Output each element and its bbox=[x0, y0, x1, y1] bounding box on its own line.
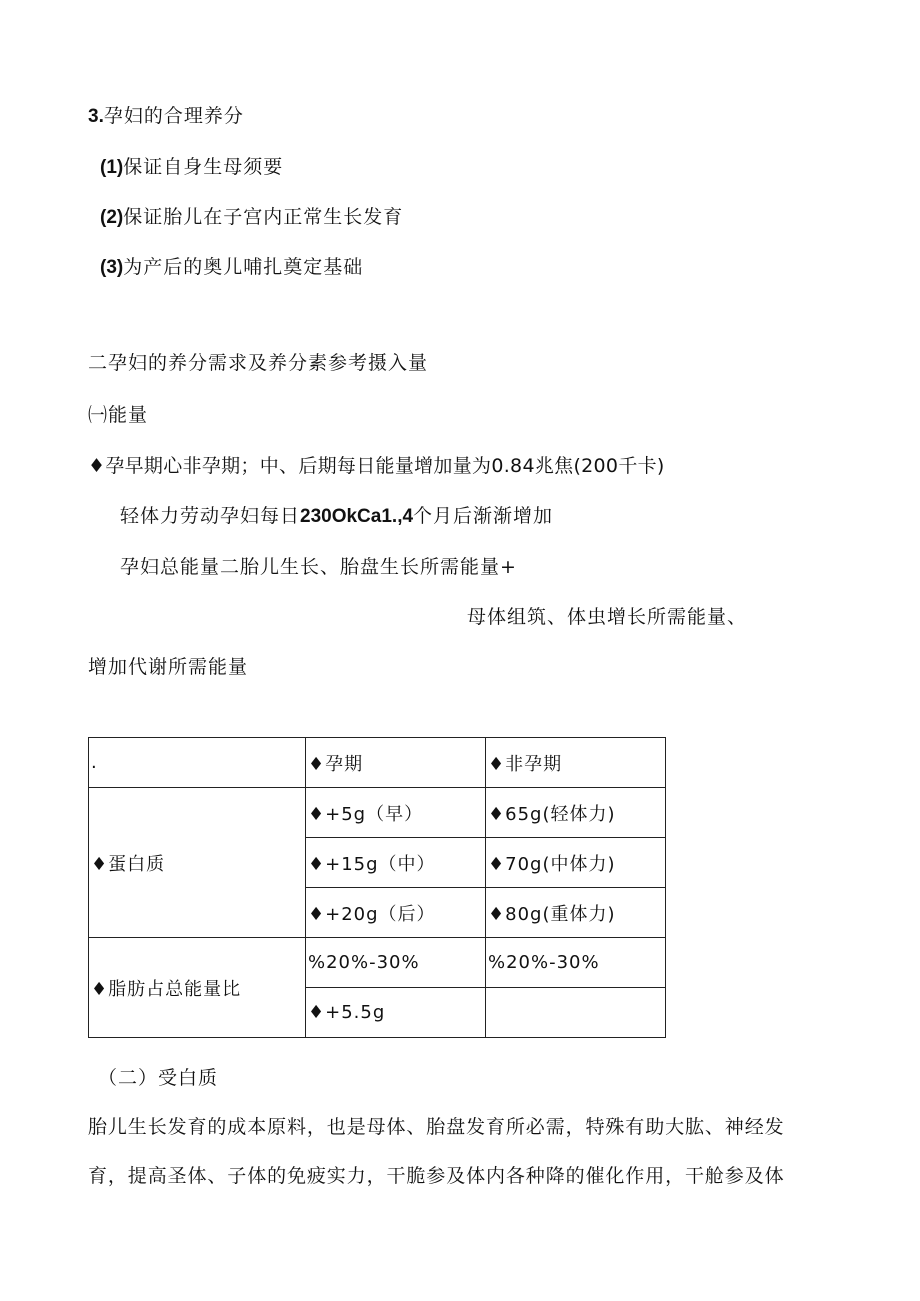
protein-section-title: （二）受白质 bbox=[98, 1067, 219, 1089]
table-header-row bbox=[89, 738, 666, 788]
nutrient-table bbox=[88, 737, 666, 1038]
light-labor-prefix: 轻体力劳动孕妇每日 bbox=[120, 505, 301, 527]
light-labor-line bbox=[120, 501, 553, 528]
section-3-number: 3. bbox=[88, 106, 104, 127]
mother-energy-line: 母体组筑、体虫增长所需能量、 bbox=[467, 606, 748, 628]
table-cell: %20%-30% bbox=[306, 938, 486, 988]
energy-subheading: ㈠能量 bbox=[88, 404, 149, 426]
table-cell: %20%-30% bbox=[486, 938, 666, 988]
list-item-number: (3) bbox=[100, 257, 124, 278]
list-item-text: 保证自身生母须要 bbox=[123, 156, 284, 178]
list-item-2 bbox=[100, 202, 403, 229]
table-cell bbox=[486, 988, 666, 1038]
metabolism-energy-line: 增加代谢所需能量 bbox=[88, 656, 249, 678]
list-item-text: 保证胎儿在子宫内正常生长发育 bbox=[123, 206, 404, 228]
light-labor-suffix: 个月后渐渐增加 bbox=[413, 505, 554, 527]
protein-paragraph-line-1: 胎儿生长发育的成本原料，也是母体、胎盘发育所必需，特殊有助大肱、神经发 bbox=[88, 1116, 785, 1138]
list-item-number: (1) bbox=[100, 157, 124, 178]
section-2-title: 二孕妇的养分需求及养分素参考摄入量 bbox=[88, 352, 429, 374]
table-cell: ♦+15g（中） bbox=[306, 838, 486, 888]
table-cell: ♦+5g（早） bbox=[306, 788, 486, 838]
table-cell: ♦80g(重体力) bbox=[486, 888, 666, 938]
section-3-title: 孕妇的合理养分 bbox=[103, 105, 244, 127]
list-item-text: 为产后的奥儿哺扎奠定基础 bbox=[123, 256, 364, 278]
list-item-3 bbox=[100, 252, 363, 279]
list-item-number: (2) bbox=[100, 207, 124, 228]
protein-paragraph-line-2: 育，提高圣体、子体的免疲实力，干脆参及体内各种降的催化作用，干舱参及体 bbox=[88, 1165, 785, 1187]
table-cell: ♦65g(轻体力) bbox=[486, 788, 666, 838]
protein-label: ♦蛋白质 bbox=[89, 788, 306, 938]
section-3-heading bbox=[88, 101, 244, 128]
table-header-nonpregnant: ♦非孕期 bbox=[486, 738, 666, 788]
table-header-pregnant: ♦孕期 bbox=[306, 738, 486, 788]
table-cell: ♦70g(中体力) bbox=[486, 838, 666, 888]
table-row bbox=[89, 788, 666, 838]
energy-bullet: ♦孕早期心非孕期；中、后期每日能量增加量为0.84兆焦(200千卡) bbox=[88, 455, 665, 477]
table-row bbox=[89, 938, 666, 988]
light-labor-value: 230OkCa1.,4 bbox=[300, 506, 414, 527]
table-cell: ♦+20g（后） bbox=[306, 888, 486, 938]
total-energy-line: 孕妇总能量二胎儿生长、胎盘生长所需能量+ bbox=[120, 556, 517, 578]
fat-label: ♦脂肪占总能量比 bbox=[89, 938, 306, 1038]
table-cell: ♦+5.5g bbox=[306, 988, 486, 1038]
list-item-1 bbox=[100, 152, 283, 179]
table-header-cell: . bbox=[89, 738, 306, 788]
